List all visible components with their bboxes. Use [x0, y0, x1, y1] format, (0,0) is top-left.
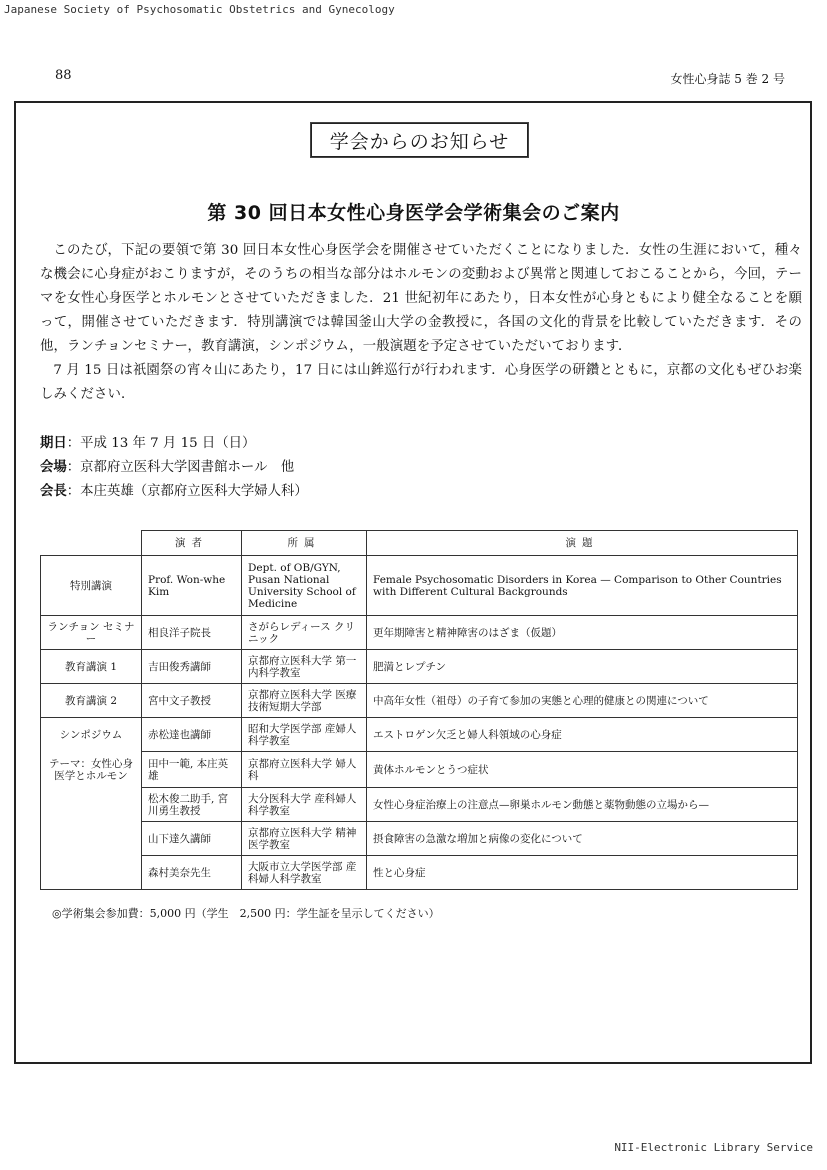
affiliation-cell: 昭和大学医学部 産婦人科学教室 [242, 718, 367, 752]
topic-cell: 中高年女性（祖母）の子育て参加の実態と心理的健康との関連について [367, 684, 798, 718]
info-label: 会場 [40, 460, 67, 475]
table-header-affiliation: 所属 [242, 531, 367, 556]
affiliation-cell: Dept. of OB/GYN, Pusan National University School of Medicine [242, 556, 367, 616]
page-title: 第 30 回日本女性心身医学会学術集会のご案内 [207, 202, 620, 224]
table-row [41, 788, 798, 822]
intro-text [40, 239, 802, 407]
speaker-cell: Prof. Won-whe Kim [142, 556, 242, 616]
topic-cell: 女性心身症治療上の注意点—卵巣ホルモン動態と薬物動態の立場から— [367, 788, 798, 822]
event-info [40, 432, 308, 504]
topic-cell: エストロゲン欠乏と婦人科領域の心身症 [367, 718, 798, 752]
info-venue: 会場：京都府立医科大学図書館ホール 他 [40, 460, 295, 475]
table-row [41, 684, 798, 718]
affiliation-cell: 京都府立医科大学 医療技術短期大学部 [242, 684, 367, 718]
fee-note: ◎学術集会参加費：5,000 円（学生 2,500 円：学生証を呈示してください） [52, 907, 440, 920]
symposium-label-cell: シンポジウム [41, 718, 142, 752]
speaker-cell: 松木俊二助手, 宮川勇生教授 [142, 788, 242, 822]
journal-reference: 女性心身誌 5 巻 2 号 [670, 72, 785, 86]
table-row [41, 752, 798, 788]
notice-label: 学会からのお知らせ [329, 130, 510, 153]
session-cell: 特別講演 [41, 556, 142, 616]
speaker-cell: 田中一範, 本庄英雄 [142, 752, 242, 788]
topic-cell: 肥満とレプチン [367, 650, 798, 684]
table-row [41, 556, 798, 616]
topic-cell: Female Psychosomatic Disorders in Korea — Comparison to Other Countries with Different Cultural Backgrounds [367, 556, 798, 616]
notice-label-box [311, 123, 528, 157]
table-row [41, 650, 798, 684]
session-cell: 教育講演 2 [41, 684, 142, 718]
table-row [41, 856, 798, 890]
topic-cell: 更年期障害と精神障害のはざま（仮題） [367, 616, 798, 650]
speaker-cell: 宮中文子教授 [142, 684, 242, 718]
session-cell: 教育講演 1 [41, 650, 142, 684]
symposium-theme-cell: テーマ：女性心身医学とホルモン [41, 752, 142, 890]
speaker-cell: 森村美奈先生 [142, 856, 242, 890]
speaker-cell: 赤松達也講師 [142, 718, 242, 752]
table-row [41, 616, 798, 650]
society-header: Japanese Society of Psychosomatic Obstetrics and Gynecology [4, 3, 395, 16]
session-cell: ランチョン セミナー [41, 616, 142, 650]
table-row [41, 718, 798, 752]
info-value: 本庄英雄（京都府立医科大学婦人科） [80, 484, 308, 499]
affiliation-cell: 京都府立医科大学 第一内科学教室 [242, 650, 367, 684]
topic-cell: 黄体ホルモンとうつ症状 [367, 752, 798, 788]
page-number: 88 [55, 68, 72, 83]
info-president: 会長：本庄英雄（京都府立医科大学婦人科） [40, 484, 308, 499]
table-header-blank [41, 531, 142, 556]
table-header-row [41, 531, 798, 556]
info-date: 期日：平成 13 年 7 月 15 日（日） [40, 436, 256, 451]
table-header-topic: 演題 [367, 531, 798, 556]
speaker-cell: 相良洋子院長 [142, 616, 242, 650]
topic-cell: 摂食障害の急激な増加と病像の変化について [367, 822, 798, 856]
info-label: 会長 [40, 484, 67, 499]
affiliation-cell: 大分医科大学 産科婦人科学教室 [242, 788, 367, 822]
speaker-cell: 吉田俊秀講師 [142, 650, 242, 684]
footer-service: NII-Electronic Library Service [614, 1141, 813, 1154]
intro-paragraph: このたび，下記の要領で第 30 回日本女性心身医学会を開催させていただくことになりました．女性の生涯において，種々な機会に心身症がおこりますが，そのうちの相当な部分はホルモンの変動および異常と関連しておこることから，今回，テーマを女性心身医学とホルモンとさせていただきました．21 世紀初年にあたり，日本女性が心身ともにより健全なることを願って，開催させていただきます．特別講演では韓国釜山大学の金教授に，各国の文化的背景を比較していただきます．その他，ランチョンセミナー，教育講演，シンポジウム，一般演題を予定させていただいております． [40, 243, 802, 354]
table-header-speaker: 演者 [142, 531, 242, 556]
topic-cell: 性と心身症 [367, 856, 798, 890]
info-value: 平成 13 年 7 月 15 日（日） [80, 436, 256, 451]
program-table [40, 530, 798, 890]
affiliation-cell: 京都府立医科大学 精神医学教室 [242, 822, 367, 856]
affiliation-cell: さがらレディース クリニック [242, 616, 367, 650]
intro-paragraph: 7 月 15 日は祇園祭の宵々山にあたり，17 日には山鉾巡行が行われます．心身医学の研鑽とともに，京都の文化もぜひお楽しみください． [40, 363, 802, 402]
affiliation-cell: 大阪市立大学医学部 産科婦人科学教室 [242, 856, 367, 890]
table-row [41, 822, 798, 856]
info-value: 京都府立医科大学図書館ホール 他 [80, 460, 295, 475]
speaker-cell: 山下達久講師 [142, 822, 242, 856]
affiliation-cell: 京都府立医科大学 婦人科 [242, 752, 367, 788]
info-label: 期日 [40, 436, 67, 451]
